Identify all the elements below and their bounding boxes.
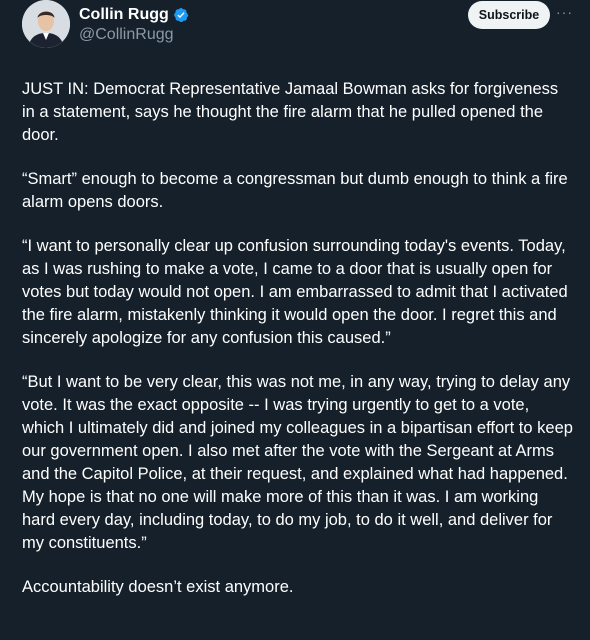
subscribe-button[interactable]: Subscribe xyxy=(468,1,550,29)
avatar[interactable] xyxy=(22,0,70,48)
author-name-row xyxy=(79,6,189,24)
tweet-header xyxy=(22,0,573,60)
tweet-paragraph-2: “Smart” enough to become a congressman but dumb enough to think a fire alarm opens doors. xyxy=(22,170,568,211)
tweet-paragraph-5: Accountability doesn’t exist anymore. xyxy=(22,578,294,596)
avatar-portrait xyxy=(22,0,70,48)
tweet-paragraph-4: “But I want to be very clear, this was not me, in any way, trying to delay any vote. It was the exact opposite -- I was trying urgently to get to a vote, which I ultimately did and joined my colleagues in a bipartisan effort to keep our government open. I also met after the vote with the Sergeant at Arms and the Capitol Police, at their request, and explained what had happened. My hope is that no one will make more of this than it was. I am working hard every day, including today, to do my job, to do it well, and deliver for my constituents.” xyxy=(22,373,573,552)
author-name[interactable]: Collin Rugg xyxy=(79,6,169,23)
verified-badge-icon xyxy=(173,7,189,23)
tweet-text xyxy=(22,78,574,620)
tweet-paragraph-3: “I want to personally clear up confusion surrounding today's events. Today, as I was rushing to make a vote, I came to a door that is usually open for votes but today would not open. I am embarrassed to admit that I activated the fire alarm, mistakenly thinking it would open the door. I regret this and sincerely apologize for any confusion this caused.” xyxy=(22,237,568,347)
author-handle[interactable]: @CollinRugg xyxy=(79,26,174,43)
more-options-icon[interactable]: ··· xyxy=(556,4,573,20)
tweet-paragraph-1: JUST IN: Democrat Representative Jamaal Bowman asks for forgiveness in a statement, says he thought the fire alarm that he pulled opened the door. xyxy=(22,80,559,144)
